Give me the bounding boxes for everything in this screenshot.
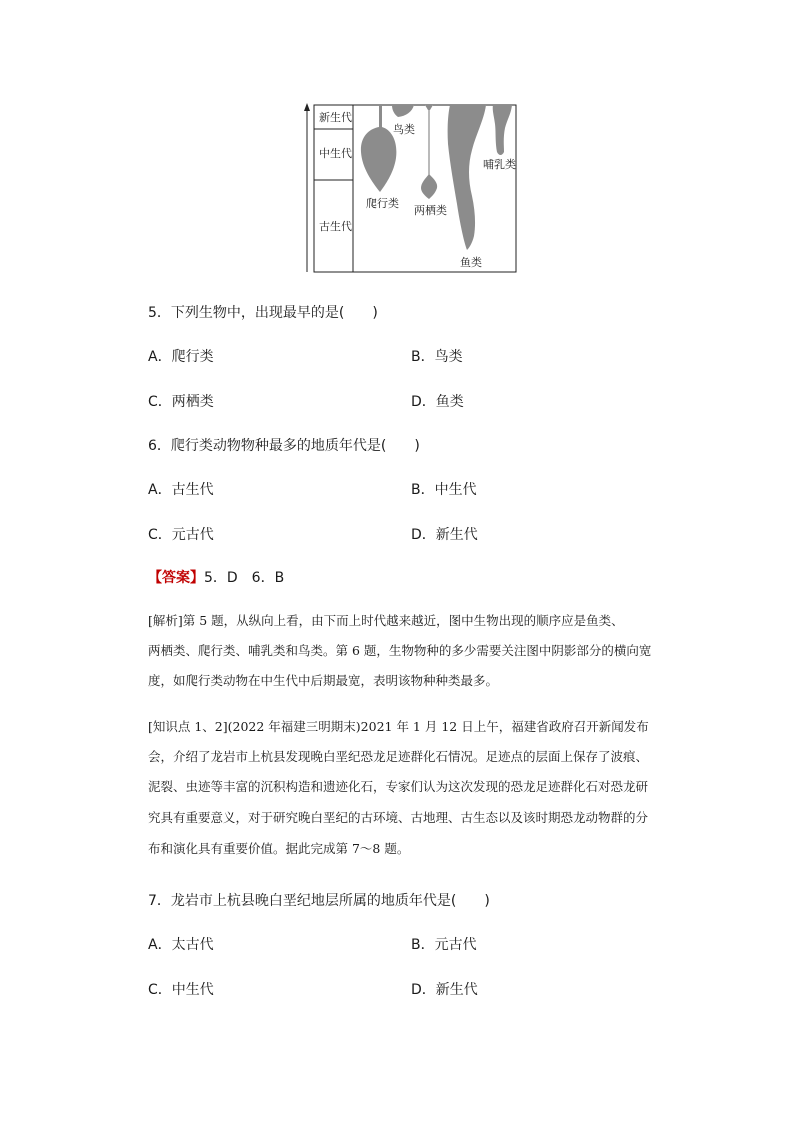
answer-line (148, 571, 284, 585)
material-line: 究具有重要意义，对于研究晚白垩纪的古环境、古地理、古生态以及该时期恐龙动物群的分 (148, 810, 649, 825)
label-amphibian: 两栖类 (414, 204, 447, 217)
question-5-option-c: C．两栖类 (148, 394, 214, 410)
question-6-option-b: B．中生代 (411, 482, 477, 498)
analysis-line: 度，如爬行类动物在中生代中后期最宽，表明该物种种类最多。 (148, 673, 499, 688)
material-line: 泥裂、虫迹等丰富的沉积构造和遗迹化石，专家们认为这次发现的恐龙足迹群化石对恐龙研 (148, 779, 649, 794)
mammal-shape (493, 105, 512, 155)
question-6-option-a: A．古生代 (148, 482, 214, 498)
question-5-option-d: D．鱼类 (411, 394, 464, 410)
bird-shape (392, 105, 414, 117)
amphibian-shape (421, 174, 437, 199)
fish-shape (448, 105, 486, 250)
question-7-option-d: D．新生代 (411, 982, 478, 998)
era-label-paleozoic: 古生代 (319, 220, 352, 233)
era-label-mesozoic: 中生代 (319, 147, 352, 160)
question-5-stem: 5．下列生物中，出现最早的是( ) (148, 305, 378, 321)
answer-text: 5．D 6．B (204, 570, 285, 586)
material-paragraph (148, 721, 688, 861)
amphibian-top (425, 105, 433, 110)
material-line: 会，介绍了龙岩市上杭县发现晚白垩纪恐龙足迹群化石情况。足迹点的层面上保存了波痕、 (148, 749, 649, 764)
era-label-cenozoic: 新生代 (319, 111, 352, 124)
figure-frame (314, 105, 516, 272)
label-fish: 鱼类 (460, 256, 482, 269)
label-bird: 鸟类 (393, 123, 415, 136)
question-5-option-b: B．鸟类 (411, 349, 463, 365)
evolution-figure (300, 100, 520, 276)
material-line: 布和演化具有重要价值。据此完成第 7～8 题。 (148, 841, 410, 856)
question-7-option-c: C．中生代 (148, 982, 214, 998)
analysis-line: 两栖类、爬行类、哺乳类和鸟类。第 6 题，生物物种的多少需要关注图中阴影部分的横向宽 (148, 643, 652, 658)
question-6-stem: 6．爬行类动物物种最多的地质年代是( ) (148, 438, 420, 454)
reptile-shape (361, 105, 396, 192)
label-mammal: 哺乳类 (483, 158, 516, 171)
time-axis-arrowhead (304, 103, 310, 111)
analysis-line: [解析]第 5 题，从纵向上看，由下而上时代越来越近，图中生物出现的顺序应是鱼类、 (148, 613, 624, 628)
question-7-option-b: B．元古代 (411, 937, 477, 953)
question-6-option-c: C．元古代 (148, 527, 214, 543)
label-reptile: 爬行类 (366, 197, 399, 210)
question-7-stem: 7．龙岩市上杭县晚白垩纪地层所属的地质年代是( ) (148, 893, 490, 909)
analysis-paragraph (148, 615, 688, 695)
answer-tag: 【答案】 (148, 570, 204, 586)
question-6-option-d: D．新生代 (411, 527, 478, 543)
material-line: [知识点 1、2](2022 年福建三明期末)2021 年 1 月 12 日上午，福建省政府召开新闻发布 (148, 719, 649, 734)
question-7-option-a: A．太古代 (148, 937, 214, 953)
question-5-option-a: A．爬行类 (148, 349, 214, 365)
